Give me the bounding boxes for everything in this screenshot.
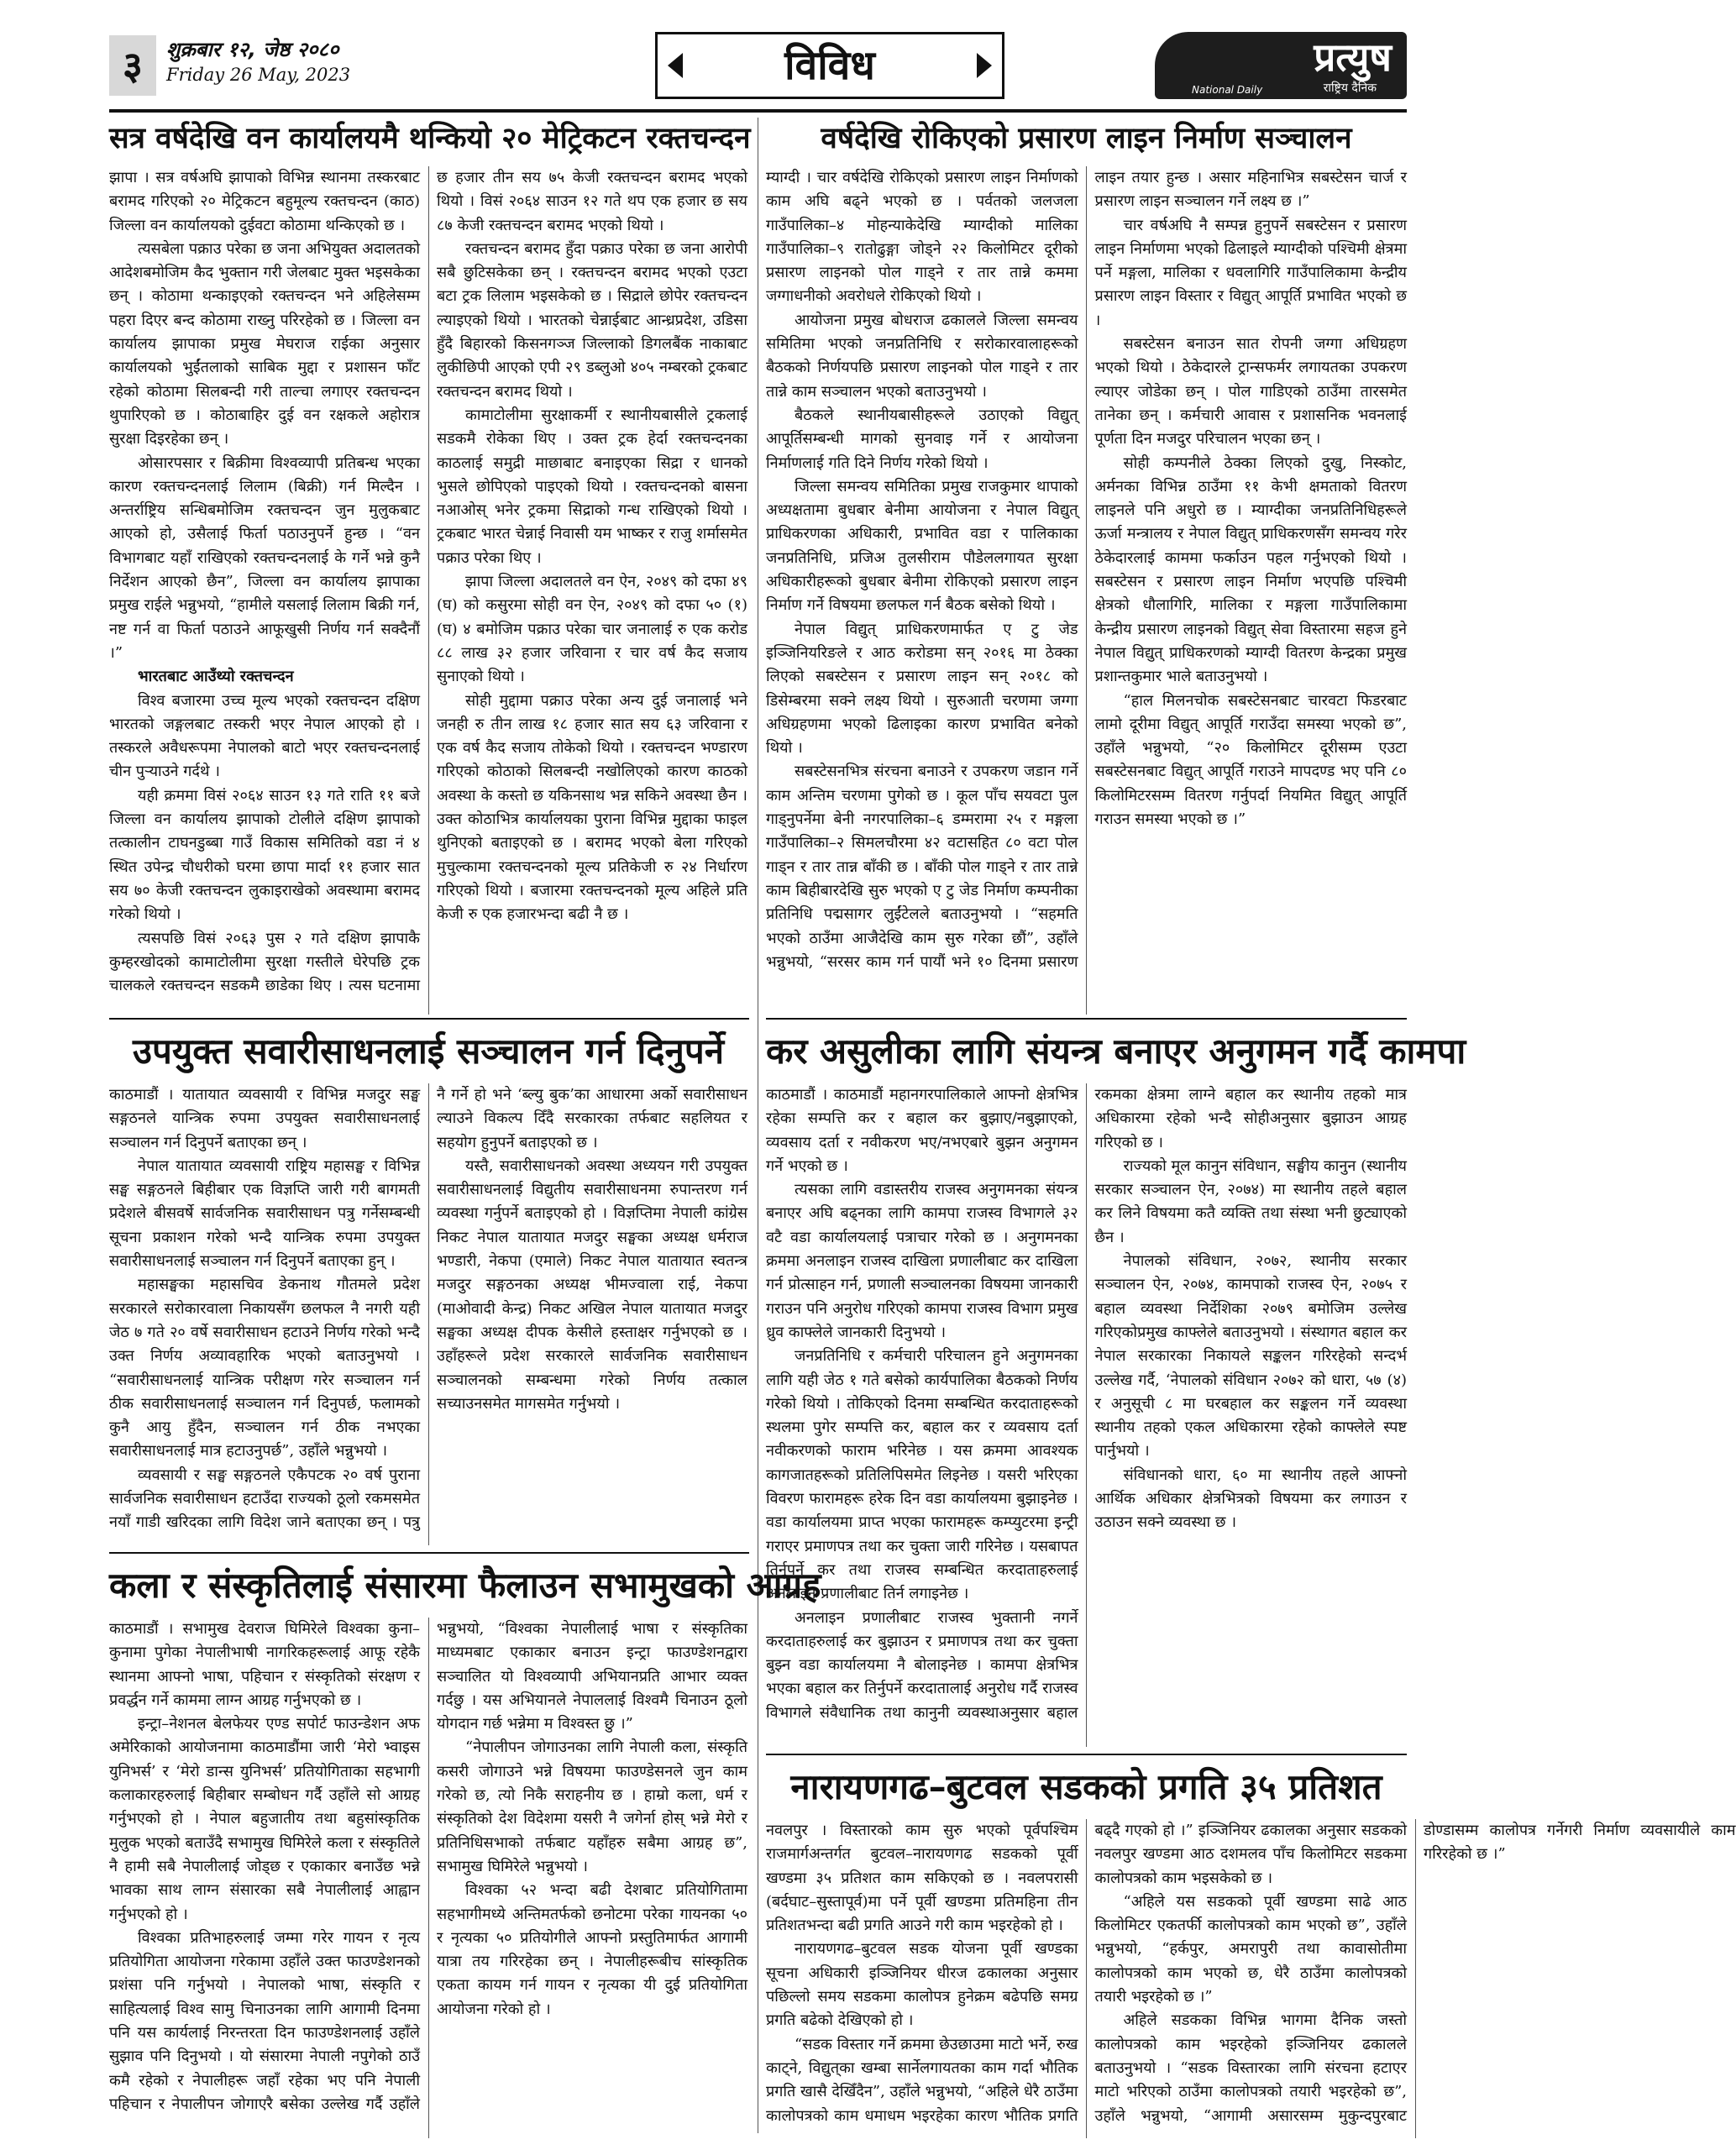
article-paragraph: अहिले सडकका विभिन्न भागमा दैनिक जस्तो कालोपत्रको काम भइरहेको इञ्जिनियर ढकालले बताउनुभयो । “सडक विस्तारका लागि संरचना हटाएर माटो भरिएको ठाउँमा कालोपत्रको तयारी भइरहेको छ”, उहाँले भन्नुभयो, “आगामी असारसम्म मुकुन्दपुरबाट डोण्डासम्म कालोपत्र गर्नेगरी निर्माण व्यवसायीले काम गरिरहेको छ ।” xyxy=(1094,1822,1736,2125)
article-paragraph: त्यसका लागि वडास्तरीय राजस्व अनुगमनका संयन्त्र बनाएर अघि बढ्नका लागि कामपा राजस्व विभागले ३२ वटै वडा कार्यालयलाई पत्राचार गरेको छ । अनुगमनका क्रममा अनलाइन राजस्व दाखिला प्रणालीबाट कर दाखिला गर्न प्रोत्साहन गर्न, प्रणाली सञ्चालनका विषयमा जानकारी गराउन पनि अनुरोध गरिएको कामपा राजस्व विभाग प्रमुख ध्रुव काफ्लेले जानकारी दिनुभयो । xyxy=(766,1181,1078,1341)
section-title: विविध xyxy=(784,42,875,89)
article-paragraph: विश्वका प्रतिभाहरुलाई जम्मा गरेर गायन र नृत्य प्रतियोगिता आयोजना गरेकामा उहाँले उक्त फाउण्डेशनको प्रशंसा पनि गर्नुभयो । नेपालको भाषा, संस्कृति र साहित्यलाई विश्व सामु चिनाउनका लागि आगामी दिनमा पनि यस कार्यलाई निरन्तरता दिन फाउण्डेशनलाई उहाँले सुझाव पनि दिनुभयो । यो संसारमा नेपाली नपुगेको ठाउँ कमै रहेको र नेपालीहरू जहाँ रहेका भए पनि नेपाली पहिचान र नेपालीपन जोगाएरै बसेका उल्लेख गर्दै उहाँले भन्नुभयो, “विश्वका नेपालीलाई भाषा र संस्कृतिका माध्यमबाट एकाकार बनाउन इन्ट्रा फाउण्डेशनद्वारा सञ्चालित यो विश्वव्यापी अभियानप्रति आभार व्यक्त गर्दछु । यस अभियानले नेपाललाई विश्वमै चिनाउन ठूलो योगदान गर्छ भन्नेमा म विश्वस्त छु ।” xyxy=(109,1620,747,2113)
article-paragraph: ओसारपसार र बिक्रीमा विश्वव्यापी प्रतिबन्ध भएका कारण रक्तचन्दनलाई लिलाम (बिक्री) गर्न मिल्दैन । अन्तर्राष्ट्रिय सन्धिबमोजिम रक्तचन्दन जुन मुलुकबाट आएको हो, उसैलाई फिर्ता पठाउनुपर्ने हुन्छ । “वन विभागबाट यहाँ राखिएको रक्तचन्दनलाई के गर्ने भन्ने कुनै निर्देशन आएको छैन”, जिल्ला वन कार्यालय झापाका प्रमुख राईले भन्नुभयो, “हामीले यसलाई लिलाम बिक्री गर्न, नष्ट गर्न वा फिर्ता पठाउने आफूखुसी निर्णय गर्न सक्दैनौं ।” xyxy=(109,454,420,662)
article-transmission-line xyxy=(766,118,1407,1016)
article-paragraph: विश्व बजारमा उच्च मूल्य भएको रक्तचन्दन दक्षिण भारतको जङ्गलबाट तस्करी भएर नेपाल आएको हो । तस्करले अवैधरूपमा नेपालको बाटो भएर रक्तचन्दनलाई चीन पुर्‍याउने गर्दथे । xyxy=(109,691,420,781)
article-paragraph: “अहिले यस सडकको पूर्वी खण्डमा साढे आठ किलोमिटर एकतर्फी कालोपत्रको काम भएको छ”, उहाँले भन्नुभयो, “हर्कपुर, अमरापुरी तथा कावासोतीमा कालोपत्रको काम भएको छ, धेरै ठाउँमा कालोपत्रको तयारी भइरहेको छ ।” xyxy=(1094,1892,1407,2006)
article-body xyxy=(766,166,1407,1015)
article-headline: कला र संस्कृतिलाई संसारमा फैलाउन सभामुखको आग्रह xyxy=(109,1565,821,1606)
article-paragraph: महासङ्घका महासचिव डेकनाथ गौतमले प्रदेश सरकारले सरोकारवाला निकायसँग छलफल नै नगरी यही जेठ ७ गते २० वर्षे सवारीसाधन हटाउने निर्णय गरेको भन्दै उक्त निर्णय अव्यावहारिक भएको बताउनुभयो । “सवारीसाधनलाई यान्त्रिक परीक्षण गरेर सञ्चालन गर्न ठीक सवारीसाधनलाई सञ्चालन गर्न दिनुपर्छ, फलामको कुनै आयु हुँदैन, सञ्चालन गर्न ठीक नभएका सवारीसाधनलाई मात्र हटाउनुपर्छ”, उहाँले भन्नुभयो । xyxy=(109,1276,420,1460)
newspaper-logo xyxy=(1155,32,1407,99)
header-rule xyxy=(109,109,1407,113)
article-paragraph: जिल्ला समन्वय समितिका प्रमुख राजकुमार थापाको अध्यक्षतामा बुधबार बेनीमा आयोजना र नेपाल विद्युत् प्राधिकरणका अधिकारी, प्रभावित वडा र पालिकाका जनप्रतिनिधि, प्रजिअ तुलसीराम पौडेललगायत सुरक्षा अधिकारीहरूको बुधबार बेनीमा रोकिएको प्रसारण लाइन निर्माण गर्ने विषयमा छलफल गर्न बैठक बसेको थियो । xyxy=(766,477,1078,615)
article-paragraph: “नेपालीपन जोगाउनका लागि नेपाली कला, संस्कृति कसरी जोगाउने भन्ने विषयमा फाउण्डेसनले जुन काम गरेको छ, त्यो निकै सराहनीय छ । हाम्रो कला, धर्म र संस्कृतिको देश विदेशमा यसरी नै जगेर्ना होस् भन्ने मेरो र प्रतिनिधिसभाको तर्फबाट यहाँहरु सबैमा आग्रह छ”, सभामुख घिमिरेले भन्नुभयो । xyxy=(437,1738,747,1875)
article-body xyxy=(109,166,747,1015)
article-paragraph: नवलपुर । विस्तारको काम सुरु भएको पूर्वपश्चिम राजमार्गअन्तर्गत बुटवल–नारायणगढ सडकको पूर्वी खण्डमा ३५ प्रतिशत काम सकिएको छ । नवलपरासी (बर्दघाट–सुस्तापूर्व)मा पर्ने पूर्वी खण्डमा प्रतिमहिना तीन प्रतिशतभन्दा बढी प्रगति आउने गरी काम भइरहेको हो । xyxy=(766,1822,1078,1935)
article-subheading: भारतबाट आउँथ्यो रक्तचन्दन xyxy=(138,668,294,686)
article-paragraph: संविधानको धारा, ६० मा स्थानीय तहले आफ्नो आर्थिक अधिकार क्षेत्रभित्रको विषयमा कर लगाउन र उठाउन सक्ने व्यवस्था छ । xyxy=(1094,1466,1407,1532)
article-headline: वर्षदेखि रोकिएको प्रसारण लाइन निर्माण सञ्चालन xyxy=(821,122,1352,155)
article-paragraph: विश्वका ५२ भन्दा बढी देशबाट प्रतियोगितामा सहभागीमध्ये अन्तिमतर्फको छनोटमा परेका गायनका ५० र नृत्यका ५० प्रतियोगीले आफ्नो प्रस्तुतिमार्फत आगामी यात्रा तय गरिरहेका छन् । नेपालीहरूबीच सांस्कृतिक एकता कायम गर्न गायन र नृत्यका यी दुई प्रतियोगिता आयोजना गरेको हो । xyxy=(437,1881,747,2018)
article-headline: उपयुक्त सवारीसाधनलाई सञ्चालन गर्न दिनुपर्ने xyxy=(132,1030,725,1072)
article-paragraph: सोही मुद्दामा पक्राउ परेका अन्य दुई जनालाई भने जनही रु तीन लाख १८ हजार सात सय ६३ जरिवाना र एक वर्ष कैद सजाय तोकेको थियो । रक्तचन्दन भण्डारण गरिएको कोठाको सिलबन्दी नखोलिएको कारण काठको अवस्था के कस्तो छ यकिनसाथ भन्न सकिने अवस्था छैन । उक्त कोठाभित्र कार्यालयका पुराना विभिन्न मुद्दाका फाइल थुनिएको बताइएको छ । बरामद भएको बेला गरिएको मुचुल्कामा रक्तचन्दनको मूल्य प्रतिकेजी रु २४ निर्धारण गरिएको थियो । बजारमा रक्तचन्दनको मूल्य अहिले प्रति केजी रु एक हजारभन्दा बढी नै छ । xyxy=(437,691,747,924)
article-culture xyxy=(109,1560,821,2140)
article-paragraph: नेपालको संविधान, २०७२, स्थानीय सरकार सञ्चालन ऐन, २०७४, कामपाको राजस्व ऐन, २०७५ र बहाल व्यवस्था निर्देशिका २०७९ बमोजिम उल्लेख गरिएकोप्रमुख काफ्लेले बताउनुभयो । संस्थागत बहाल कर नेपाल सरकारका निकायले सङ्कलन गरिरहेको सन्दर्भ उल्लेख गर्दै, ‘नेपालको संविधान २०७२ को धारा, ५७ (४) र अनुसूची ८ मा घरबहाल कर सङ्कलन गर्ने व्यवस्था स्थानीय तहको एकल अधिकारमा रहेको काफ्लेले स्पष्ट पार्नुभयो । xyxy=(1094,1252,1407,1460)
article-road-progress xyxy=(766,1762,1736,2140)
article-headline: नारायणगढ–बुटवल सडकको प्रगति ३५ प्रतिशत xyxy=(790,1766,1382,1807)
article-headline: कर असुलीका लागि संयन्त्र बनाएर अनुगमन गर्दै कामपा xyxy=(766,1030,1466,1072)
section-rule xyxy=(766,1754,1407,1755)
article-tax-collection xyxy=(766,1026,1466,1749)
article-paragraph: म्याग्दी । चार वर्षदेखि रोकिएको प्रसारण लाइन निर्माणको काम अघि बढ्ने भएको छ । पर्वतको जलजला गाउँपालिका–४ मोहन्याकेदेखि म्याग्दीको मालिका गाउँपालिका–९ रातोढुङ्गा जोड्ने २२ किलोमिटर दूरीको प्रसारण लाइनको पोल गाड्ने र तार तान्ने कममा जग्गाधनीको अवरोधले रोकिएको थियो । xyxy=(766,169,1078,306)
article-paragraph: झापा जिल्ला अदालतले वन ऐन, २०४९ को दफा ४९ (घ) को कसुरमा सोही वन ऐन, २०४९ को दफा ५० (१) (घ) ४ बमोजिम पक्राउ परेका चार जनालाई रु एक करोड ८८ लाख ३२ हजार जरिवाना र चार वर्ष कैद सजाय सुनाएको थियो । xyxy=(437,573,747,686)
article-paragraph: रक्तचन्दन बरामद हुँदा पक्राउ परेका छ जना आरोपी सबै छुटिसकेका छन् । रक्तचन्दन बरामद भएको एउटा बटा ट्रक लिलाम भइसकेको छ । सिद्राले छोपेर रक्तचन्दन ल्याइएको थियो । भारतको चेन्नाईबाट आन्ध्रप्रदेश, उडिसा हुँदै बिहारको किसनगञ्ज जिल्लाको डिगलबैंक नाकाबाट लुकीछिपी आएको एपी २९ डब्लुओ ४०५ नम्बरको ट्रकबाट रक्तचन्दन बरामद थियो । xyxy=(437,239,747,401)
article-body xyxy=(766,1819,1736,2138)
article-paragraph: कामाटोलीमा सुरक्षाकर्मी र स्थानीयबासीले ट्रकलाई सडकमै रोकेका थिए । उक्त ट्रक हेर्दा रक्तचन्दनका काठलाई समुद्री माछाबाट बनाइएका सिद्रा र धानको भुसले छोपिएको पाइएको थियो । रक्तचन्दनको बासना नआओस् भनेर ट्रकमा सिद्राको गन्ध राखिएको थियो । ट्रकबाट भारत चेन्नाई निवासी यम भाष्कर र राजु शर्मासमेत पक्राउ परेका थिए । xyxy=(437,406,747,567)
article-paragraph: बैठकले स्थानीयबासीहरूले उठाएको विद्युत् आपूर्तिसम्बन्धी मागको सुनवाइ गर्ने र आयोजना निर्माणलाई गति दिने निर्णय गरेको थियो । xyxy=(766,406,1078,472)
date-box xyxy=(166,37,350,87)
article-paragraph: “हाल मिलनचोक सबस्टेसनबाट चारवटा फिडरबाट लामो दूरीमा विद्युत् आपूर्ति गराउँदा समस्या भएको छ”, उहाँले भन्नुभयो, “२० किलोमिटर दूरीसम्म एउटा सबस्टेसनबाट विद्युत् आपूर्ति गराउने मापदण्ड भए पनि ८० किलोमिटरसम्म वितरण गर्नुपर्दा नियमित विद्युत् आपूर्ति गराउन समस्या भएको छ ।” xyxy=(1094,691,1407,829)
section-rule xyxy=(766,1018,1407,1020)
logo-tagline-nepali: राष्ट्रिय दैनिक xyxy=(1323,81,1377,95)
section-rule xyxy=(109,1018,749,1020)
article-sandalwood xyxy=(109,118,751,1016)
article-paragraph: जनप्रतिनिधि र कर्मचारी परिचालन हुने अनुगमनका लागि यही जेठ १ गते बसेको कार्यपालिका बैठकको निर्णय गरेको थियो । तोकिएको दिनमा सम्बन्धित करदाताहरूको स्थलमा पुगेर सम्पत्ति कर, बहाल कर र व्यवसाय दर्ता नवीकरणको फाराम भरिनेछ । यस क्रममा आवश्यक कागजातहरूको प्रतिलिपिसमेत लिइनेछ । यसरी भरिएका विवरण फारामहरू हरेक दिन वडा कार्यालयमा बुझाइनेछ । वडा कार्यालयमा प्राप्त भएका फारामहरू कम्प्युटरमा इन्ट्री गराएर प्रमाणपत्र तथा कर चुक्ता जारी गरिनेछ । यसबापत तिर्नुपर्ने कर तथा राजस्व सम्बन्धित करदाताहरुलाई अनलाइन प्रणालीबाट तिर्न लगाइनेछ । xyxy=(766,1347,1078,1603)
article-paragraph: काठमाडौं । काठमाडौं महानगरपालिकाले आफ्नो क्षेत्रभित्र रहेका सम्पत्ति कर र बहाल कर बुझाए/नबुझाएको, व्यवसाय दर्ता र नवीकरण भए/नभएबारे बुझन अनुगमन गर्ने भएको छ । xyxy=(766,1086,1078,1175)
section-rule xyxy=(109,1552,749,1554)
article-paragraph: नेपाल यातायात व्यवसायी राष्ट्रिय महासङ्घ र विभिन्न सङ्घ सङ्गठनले बिहीबार एक विज्ञप्ति जारी गरी बागमती प्रदेशले बीसवर्षे सार्वजनिक सवारीसाधन पत्रु गर्नेसम्बन्धी सूचना प्रकाशन गरेको भन्दै यान्त्रिक रुपमा उपयुक्त सवारीसाधनलाई सञ्चालन गर्न दिनुपर्ने बताएका हुन् । xyxy=(109,1156,420,1271)
article-paragraph: नारायणगढ–बुटवल सडक योजना पूर्वी खण्डका सूचना अधिकारी इञ्जिनियर धीरज ढकालका अनुसार पछिल्लो समय सडकमा कालोपत्र हुनेक्रम बढेपछि समग्र प्रगति बढेको देखिएको हो । xyxy=(766,1940,1078,2030)
article-paragraph: त्यसपछि विसं २०६३ पुस २ गते दक्षिण झापाकै कुम्हरखोदको कामाटोलीमा सुरक्षा गस्तीले घेरेपछि ट्रक चालकले रक्तचन्दन सडकमै छाडेका थिए । त्यस घटनामा छ हजार तीन सय ७५ केजी रक्तचन्दन बरामद भएको थियो । विसं २०६४ साउन १२ गते थप एक हजार छ सय ८७ केजी रक्तचन्दन बरामद भएको थियो । xyxy=(109,169,747,995)
page-number: ३ xyxy=(109,35,156,96)
article-vehicles xyxy=(109,1026,747,1547)
article-paragraph: झापा । सत्र वर्षअघि झापाको विभिन्न स्थानमा तस्करबाट बरामद गरिएको २० मेट्रिकटन बहुमूल्य रक्तचन्दन (काठ) जिल्ला वन कार्यालयको दुईवटा कोठामा थन्किएको छ । xyxy=(109,169,420,234)
arrow-right-icon xyxy=(977,53,992,78)
article-paragraph: सबस्टेसनभित्र संरचना बनाउने र उपकरण जडान गर्ने काम अन्तिम चरणमा पुगेको छ । कूल पाँच सयवटा पुल गाड्नुपर्नेमा बेनी नगरपालिका–६ डम्मरामा २५ र मङ्गला गाउँपालिका–२ सिमलचौरमा ४२ वटासहित ८० वटा पोल गाड्न र तार तान्न बाँकी छ । बाँकी पोल गाड्ने र तार तान्ने काम बिहीबारदेखि सुरु भएको ए टु जेड निर्माण कम्पनीका प्रतिनिधि पद्मसागर लुईंटेलले बताउनुभयो । “सहमति भएको ठाउँमा आजैदेखि काम सुरु गरेका छौं”, उहाँले भन्नुभयो, “सरसर काम गर्न पायौं भने १० दिनमा प्रसारण लाइन तयार हुन्छ । असार महिनाभित्र सबस्टेसन चार्ज र प्रसारण लाइन सञ्चालन गर्ने लक्ष्य छ ।” xyxy=(766,169,1407,971)
article-paragraph: व्यवसायी र सङ्घ सङ्गठनले एकैपटक २० वर्ष पुराना सार्वजनिक सवारीसाधन हटाउँदा राज्यको ठूलो रकमसमेत नयाँ गाडी खरिदका लागि विदेश जाने बताएका छन् । पत्रु नै गर्ने हो भने ‘ब्ल्यु बुक’का आधारमा अर्को सवारीसाधन ल्याउने विकल्प दिँदै सरकारका तर्फबाट सहलियत र सहयोग हुनुपर्ने बताइएको छ । xyxy=(109,1086,747,1532)
masthead xyxy=(109,32,1407,106)
article-body xyxy=(766,1083,1407,1747)
article-paragraph: अनलाइन प्रणालीबाट राजस्व भुक्तानी नगर्ने करदाताहरुलाई कर बुझाउन र प्रमाणपत्र तथा कर चुक्ता बुझ्न वडा कार्यालयमा नै बोलाइनेछ । कामपा क्षेत्रभित्र भएका बहाल कर तिर्नुपर्ने करदातालाई अनुरोध गर्दै राजस्व विभागले संवैधानिक तथा कानुनी व्यवस्थाअनुसार बहाल रकमका क्षेत्रमा लाग्ने बहाल कर स्थानीय तहको मात्र अधिकारमा रहेको भन्दै सोहीअनुसार बुझाउन आग्रह गरिएको छ । xyxy=(766,1086,1407,1722)
article-paragraph: इन्ट्रा–नेशनल बेलफेयर एण्ड सपोर्ट फाउन्डेशन अफ अमेरिकाको आयोजनामा काठमाडौंमा जारी ‘मेरो भ्वाइस युनिभर्स’ र ‘मेरो डान्स युनिभर्स’ प्रतियोगिताका सहभागी कलाकारहरुलाई बिहीबार सम्बोधन गर्दै उहाँले सो आग्रह गर्नुभएको हो । नेपाल बहुजातीय तथा बहुसांस्कृतिक मुलुक भएको बताउँदै सभामुख घिमिरेले कला र संस्कृतिले नै हामी सबै नेपालीलाई जोड्छ र एकाकार बनाउँछ भन्ने भावका साथ लाग्न संसारका सबै नेपालीलाई आह्वान गर्नुभएको हो । xyxy=(109,1715,420,1923)
article-body xyxy=(109,1618,747,2138)
logo-tagline-english: National Daily xyxy=(1192,84,1263,96)
article-paragraph: यस्तै, सवारीसाधनको अवस्था अध्ययन गरी उपयुक्त सवारीसाधनलाई विद्युतीय सवारीसाधनमा रुपान्तरण गर्न व्यवस्था गर्नुपर्ने बताइएको हो । विज्ञप्तिमा नेपाली कांग्रेस निकट नेपाल यातायात मजदुर सङ्घका अध्यक्ष धर्मराज भण्डारी, नेकपा (एमाले) निकट नेपाल यातायात स्वतन्त्र मजदुर सङ्गठनका अध्यक्ष भीमज्वाला राई, नेकपा (माओवादी केन्द्र) निकट अखिल नेपाल यातायात मजदुर सङ्घका अध्यक्ष दीपक केसीले हस्ताक्षर गर्नुभएको छ । उहाँहरूले प्रदेश सरकारले सार्वजनिक सवारीसाधन सञ्चालनको सम्बन्धमा गरेको निर्णय तत्काल सच्याउनसमेत मागसमेत गर्नुभयो । xyxy=(437,1156,747,1413)
logo-name: प्रत्युष xyxy=(1314,34,1392,80)
section-banner xyxy=(655,32,1004,99)
date-english: Friday 26 May, 2023 xyxy=(166,65,351,85)
article-paragraph: सोही कम्पनीले ठेक्का लिएको दुखु, निस्कोट, अर्मनका विभिन्न ठाउँमा ११ केभी क्षमताको वितरण लाइनले पनि अधुरो छ । म्याग्दीका जनप्रतिनिधिहरूले ऊर्जा मन्त्रालय र नेपाल विद्युत् प्राधिकरणसँग समन्वय गरेर ठेकेदारलाई काममा फर्काउन पहल गर्नुभएको थियो । सबस्टेसन र प्रसारण लाइन निर्माण भएपछि पश्चिमी क्षेत्रको धौलागिरि, मालिका र मङ्गला गाउँपालिकामा केन्द्रीय प्रसारण लाइनको विद्युत् सेवा विस्तारमा सहज हुने नेपाल विद्युत् प्राधिकरणको म्याग्दी वितरण केन्द्रका प्रमुख प्रशान्तकुमार भाले बताउनुभयो । xyxy=(1094,454,1407,686)
article-paragraph: त्यसबेला पक्राउ परेका छ जना अभियुक्त अदालतको आदेशबमोजिम कैद भुक्तान गरी जेलबाट मुक्त भइसकेका छन् । कोठामा थन्काइएको रक्तचन्दन भने अहिलेसम्म पहरा दिएर बन्द कोठामा राख्नु परिरहेको छ । जिल्ला वन कार्यालय झापाका प्रमुख मेघराज राईका अनुसार कार्यालयको भुईंतलाको साबिक मुद्दा र प्रशासन फाँट रहेको कोठामा सिलबन्दी गरी ताल्चा लगाएर रक्तचन्दन थुपारिएको छ । कोठाबाहिर दुई वन रक्षकले अहोरात्र सुरक्षा दिइरहेका छन् । xyxy=(109,239,420,448)
arrow-left-icon xyxy=(668,53,683,78)
article-body xyxy=(109,1083,747,1545)
article-paragraph: चार वर्षअघि नै सम्पन्न हुनुपर्ने सबस्टेसन र प्रसारण लाइन निर्माणमा भएको ढिलाइले म्याग्दीको पश्चिमी क्षेत्रमा पर्ने मङ्गला, मालिका र धवलागिरि गाउँपालिकामा केन्द्रीय प्रसारण लाइन विस्तार र विद्युत् आपूर्ति प्रभावित भएको छ । xyxy=(1094,216,1407,329)
article-paragraph: राज्यको मूल कानुन संविधान, सङ्घीय कानुन (स्थानीय सरकार सञ्चालन ऐन, २०७४) मा स्थानीय तहले बहाल कर लिने विषयमा कतै व्यक्ति तथा संस्था भनी छुट्याएको छैन । xyxy=(1094,1156,1407,1246)
article-paragraph: काठमाडौं । यातायात व्यवसायी र विभिन्न मजदुर सङ्घ सङ्गठनले यान्त्रिक रुपमा उपयुक्त सवारीसाधनलाई सञ्चालन गर्न दिनुपर्ने बताएका छन् । xyxy=(109,1086,420,1151)
article-paragraph: नेपाल विद्युत् प्राधिकरणमार्फत ए टु जेड इञ्जिनियरिङले र आठ करोडमा सन् २०१६ मा ठेक्का लिएको सबस्टेसन र प्रसारण लाइन सन् २०१८ को डिसेम्बरमा सक्ने लक्ष्य थियो । सुरुआती चरणमा जग्गा अधिग्रहणमा भएको ढिलाइका कारण प्रभावित बनेको थियो । xyxy=(766,620,1078,758)
article-paragraph: “सडक विस्तार गर्ने क्रममा छेउछाउमा माटो भर्ने, रुख काट्ने, विद्युत्‌का खम्बा सार्नेलगायतका काम गर्दा भौतिक प्रगति खासै देखिँदैन”, उहाँले भन्नुभयो, “अहिले धेरै ठाउँमा कालोपत्रको काम धमाधम भइरहेका कारण भौतिक प्रगति बढ्दै गएको हो ।” इञ्जिनियर ढकालका अनुसार सडकको नवलपुर खण्डमा आठ दशमलव पाँच किलोमिटर सडकमा कालोपत्रको काम भइसकेको छ । xyxy=(766,1822,1407,2125)
date-nepali: शुक्रबार १२, जेष्ठ २०८० xyxy=(166,38,339,61)
article-paragraph: काठमाडौं । सभामुख देवराज घिमिरेले विश्वका कुना–कुनामा पुगेका नेपालीभाषी नागरिकहरूलाई आफू रहेकै स्थानमा आफ्नो भाषा, पहिचान र संस्कृतिको संरक्षण र प्रवर्द्धन गर्ने काममा लाग्न आग्रह गर्नुभएको छ । xyxy=(109,1620,420,1709)
article-paragraph: यही क्रममा विसं २०६४ साउन १३ गते राति ११ बजे जिल्ला वन कार्यालय झापाको टोलीले दक्षिण झापाको तत्कालीन टाघनडुब्बा गाउँ विकास समितिको वडा नं ४ स्थित उपेन्द्र चौधरीको घरमा छापा मार्दा ११ हजार सात सय ७० केजी रक्तचन्दन लुकाइराखेको अवस्थामा बरामद गरेको थियो । xyxy=(109,786,420,924)
article-paragraph: सबस्टेसन बनाउन सात रोपनी जग्गा अधिग्रहण भएको थियो । ठेकेदारले ट्रान्सफर्मर लगायतका उपकरण ल्याएर जोडेका छन् । पोल गाडिएको ठाउँमा तारसमेत तानेका छन् । कर्मचारी आवास र प्रशासनिक भवनलाई पूर्णता दिन मजदुर परिचालन भएका छन् । xyxy=(1094,335,1407,448)
article-paragraph: आयोजना प्रमुख बोधराज ढकालले जिल्ला समन्वय समितिमा भएको जनप्रतिनिधि र सरोकारवालाहरूको बैठकको निर्णयपछि प्रसारण लाइनको पोल गाड्ने र तार तान्ने काम सञ्चालन भएको बताउनुभयो । xyxy=(766,311,1078,401)
article-headline: सत्र वर्षदेखि वन कार्यालयमै थन्कियो २० मेट्रिकटन रक्तचन्दन xyxy=(109,122,751,155)
